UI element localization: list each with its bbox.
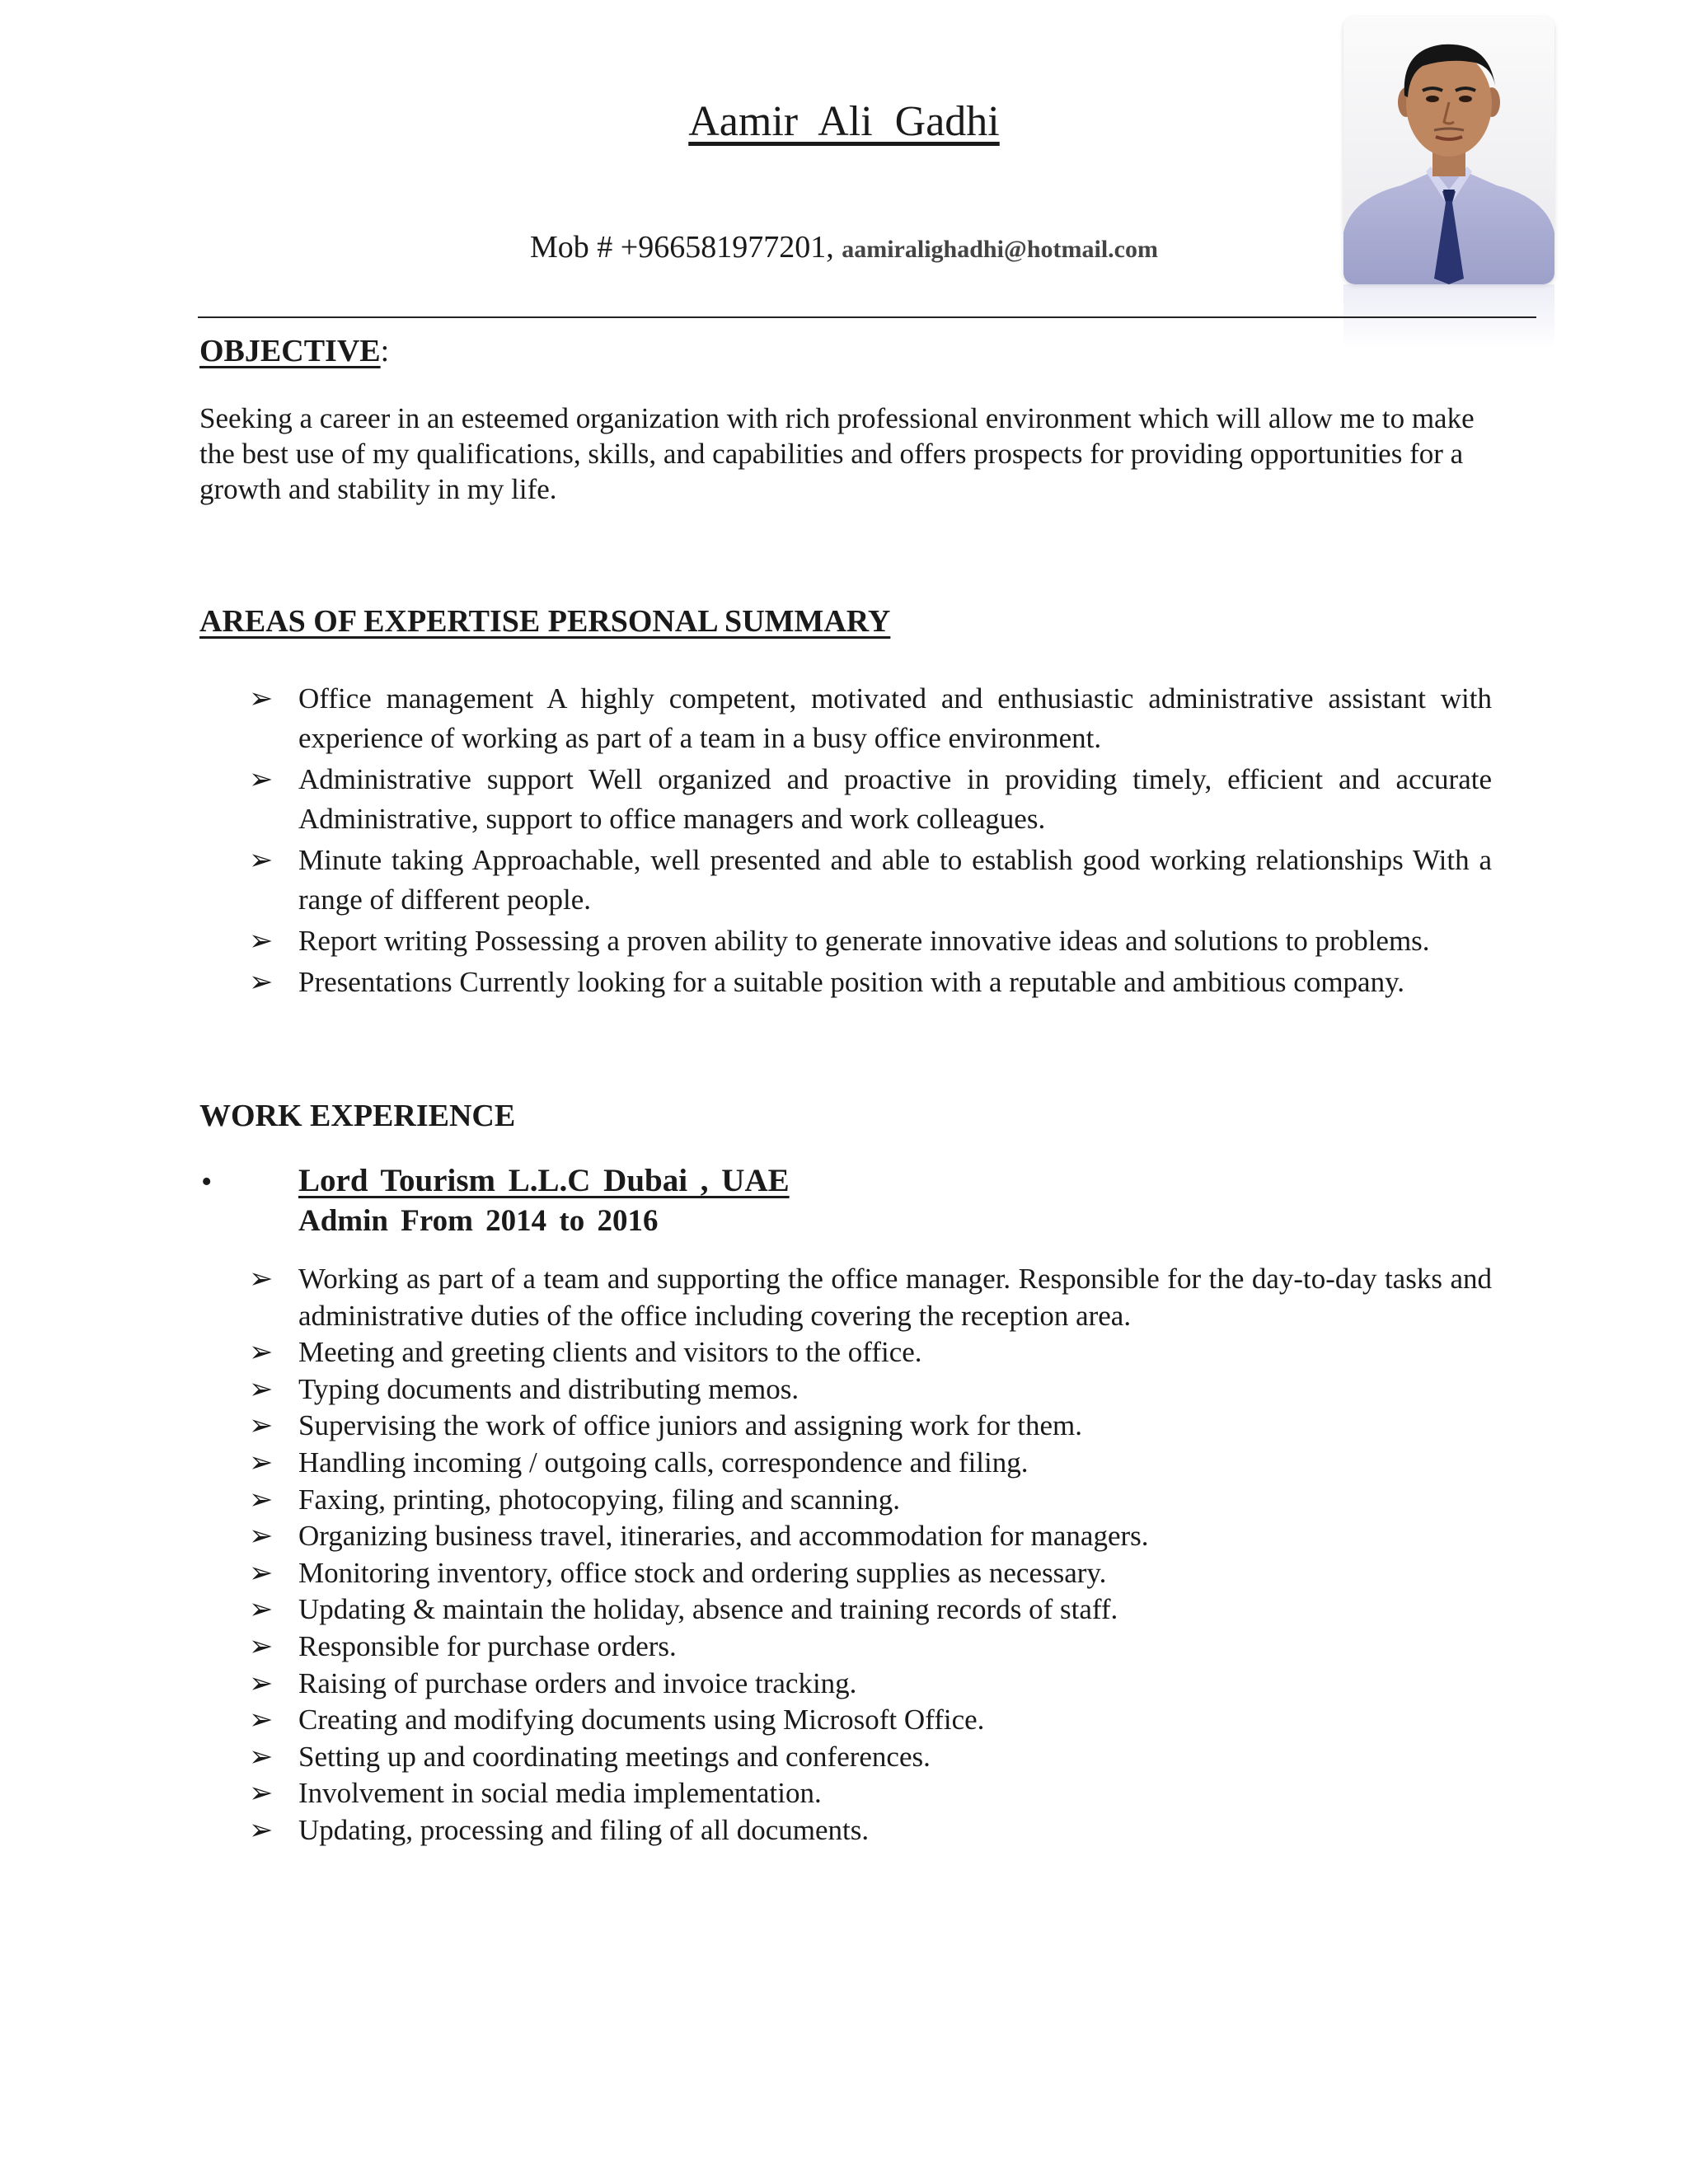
- duty-item: [249, 1555, 1492, 1592]
- duty-item-text: Raising of purchase orders and invoice tracking.: [298, 1666, 857, 1699]
- duty-item: [249, 1482, 1492, 1519]
- job-role: Admin From 2014 to 2016: [298, 1204, 659, 1238]
- duty-item-text: Monitoring inventory, office stock and ordering supplies as necessary.: [298, 1556, 1107, 1589]
- arrow-bullet-icon: ➢: [249, 966, 274, 998]
- duty-item-text: Involvement in social media implementation.: [298, 1777, 822, 1810]
- duty-item: [249, 1702, 1492, 1739]
- duty-item-text: Faxing, printing, photocopying, filing and scanning.: [298, 1483, 901, 1516]
- expertise-item: [249, 841, 1492, 920]
- arrow-bullet-icon: ➢: [249, 682, 274, 715]
- arrow-bullet-icon: ➢: [249, 1704, 274, 1736]
- duty-item-text: Updating, processing and filing of all documents.: [298, 1813, 870, 1846]
- duty-item-text: Responsible for purchase orders.: [298, 1629, 677, 1662]
- duty-item-text: Typing documents and distributing memos.: [298, 1372, 799, 1405]
- duty-item: [249, 1591, 1492, 1629]
- expertise-item: [249, 963, 1492, 1002]
- objective-heading: OBJECTIVE:: [199, 334, 390, 368]
- arrow-bullet-icon: ➢: [249, 1556, 274, 1589]
- phone-number: Mob # +966581977201,: [530, 230, 834, 265]
- duty-item: [249, 1629, 1492, 1666]
- duty-item: [249, 1666, 1492, 1703]
- arrow-bullet-icon: ➢: [249, 1666, 274, 1699]
- duties-list: [249, 1261, 1492, 1849]
- duty-item-text: Handling incoming / outgoing calls, correspondence and filing.: [298, 1446, 1029, 1479]
- arrow-bullet-icon: ➢: [249, 1409, 274, 1442]
- expertise-item-text: Administrative support Well organized and proactive in providing timely, efficient and accurate Administrative, support to office managers and work colleagues.: [298, 763, 1492, 835]
- person-photo-icon: [1343, 16, 1554, 284]
- duty-item-text: Updating & maintain the holiday, absence and training records of staff.: [298, 1593, 1118, 1626]
- duty-item-text: Setting up and coordinating meetings and conferences.: [298, 1740, 931, 1773]
- expertise-item-text: Presentations Currently looking for a suitable position with a reputable and ambitious company.: [298, 966, 1405, 998]
- duty-item: [249, 1445, 1492, 1482]
- expertise-item-text: Minute taking Approachable, well presented and able to establish good working relationships With a range of different people.: [298, 844, 1492, 916]
- arrow-bullet-icon: ➢: [249, 763, 274, 795]
- expertise-item: [249, 679, 1492, 758]
- work-experience-heading: WORK EXPERIENCE: [199, 1099, 516, 1133]
- duty-item: [249, 1518, 1492, 1555]
- candidate-name: Aamir Ali Gadhi: [688, 98, 1000, 145]
- duty-item: [249, 1334, 1492, 1371]
- job-bullet: •: [201, 1165, 213, 1199]
- job-company: Lord Tourism L.L.C Dubai , UAE: [298, 1163, 790, 1198]
- arrow-bullet-icon: ➢: [249, 1372, 274, 1405]
- duty-item-text: Organizing business travel, itineraries, and accommodation for managers.: [298, 1520, 1149, 1553]
- expertise-item-text: Office management A highly competent, motivated and enthusiastic administrative assistant with experience of working as part of a team in a busy office environment.: [298, 682, 1492, 754]
- expertise-item: [249, 760, 1492, 839]
- arrow-bullet-icon: ➢: [249, 925, 274, 957]
- objective-text: Seeking a career in an esteemed organization with rich professional environment which will allow me to make the best use of my qualifications, skills, and capabilities and offers prospects for providing opportunities for a growth and stability in my life.: [199, 402, 1475, 505]
- duty-item-text: Supervising the work of office juniors and assigning work for them.: [298, 1409, 1082, 1442]
- duty-item: [249, 1739, 1492, 1776]
- arrow-bullet-icon: ➢: [249, 1629, 274, 1662]
- expertise-heading: AREAS OF EXPERTISE PERSONAL SUMMARY: [199, 604, 891, 639]
- arrow-bullet-icon: ➢: [249, 1446, 274, 1479]
- expertise-item: [249, 921, 1492, 961]
- arrow-bullet-icon: ➢: [249, 1813, 274, 1846]
- duty-item-text: Creating and modifying documents using Microsoft Office.: [298, 1704, 985, 1736]
- duty-item-text: Working as part of a team and supporting the office manager. Responsible for the day-to-day tasks and administrative duties of the office including covering the reception area.: [298, 1263, 1492, 1332]
- arrow-bullet-icon: ➢: [249, 1740, 274, 1773]
- header-divider: [198, 316, 1536, 318]
- duty-item-text: Meeting and greeting clients and visitors to the office.: [298, 1336, 922, 1369]
- arrow-bullet-icon: ➢: [249, 1520, 274, 1553]
- duty-item: [249, 1261, 1492, 1334]
- arrow-bullet-icon: ➢: [249, 844, 274, 876]
- duty-item: [249, 1371, 1492, 1408]
- duty-item: [249, 1812, 1492, 1849]
- expertise-list: [249, 679, 1492, 1004]
- expertise-item-text: Report writing Possessing a proven ability to generate innovative ideas and solutions to problems.: [298, 925, 1430, 957]
- duty-item: [249, 1775, 1492, 1812]
- email-address: aamiralighadhi@hotmail.com: [842, 236, 1158, 263]
- arrow-bullet-icon: ➢: [249, 1483, 274, 1516]
- arrow-bullet-icon: ➢: [249, 1263, 274, 1295]
- arrow-bullet-icon: ➢: [249, 1593, 274, 1626]
- profile-photo: [1343, 16, 1554, 284]
- duty-item: [249, 1408, 1492, 1445]
- arrow-bullet-icon: ➢: [249, 1777, 274, 1810]
- arrow-bullet-icon: ➢: [249, 1336, 274, 1369]
